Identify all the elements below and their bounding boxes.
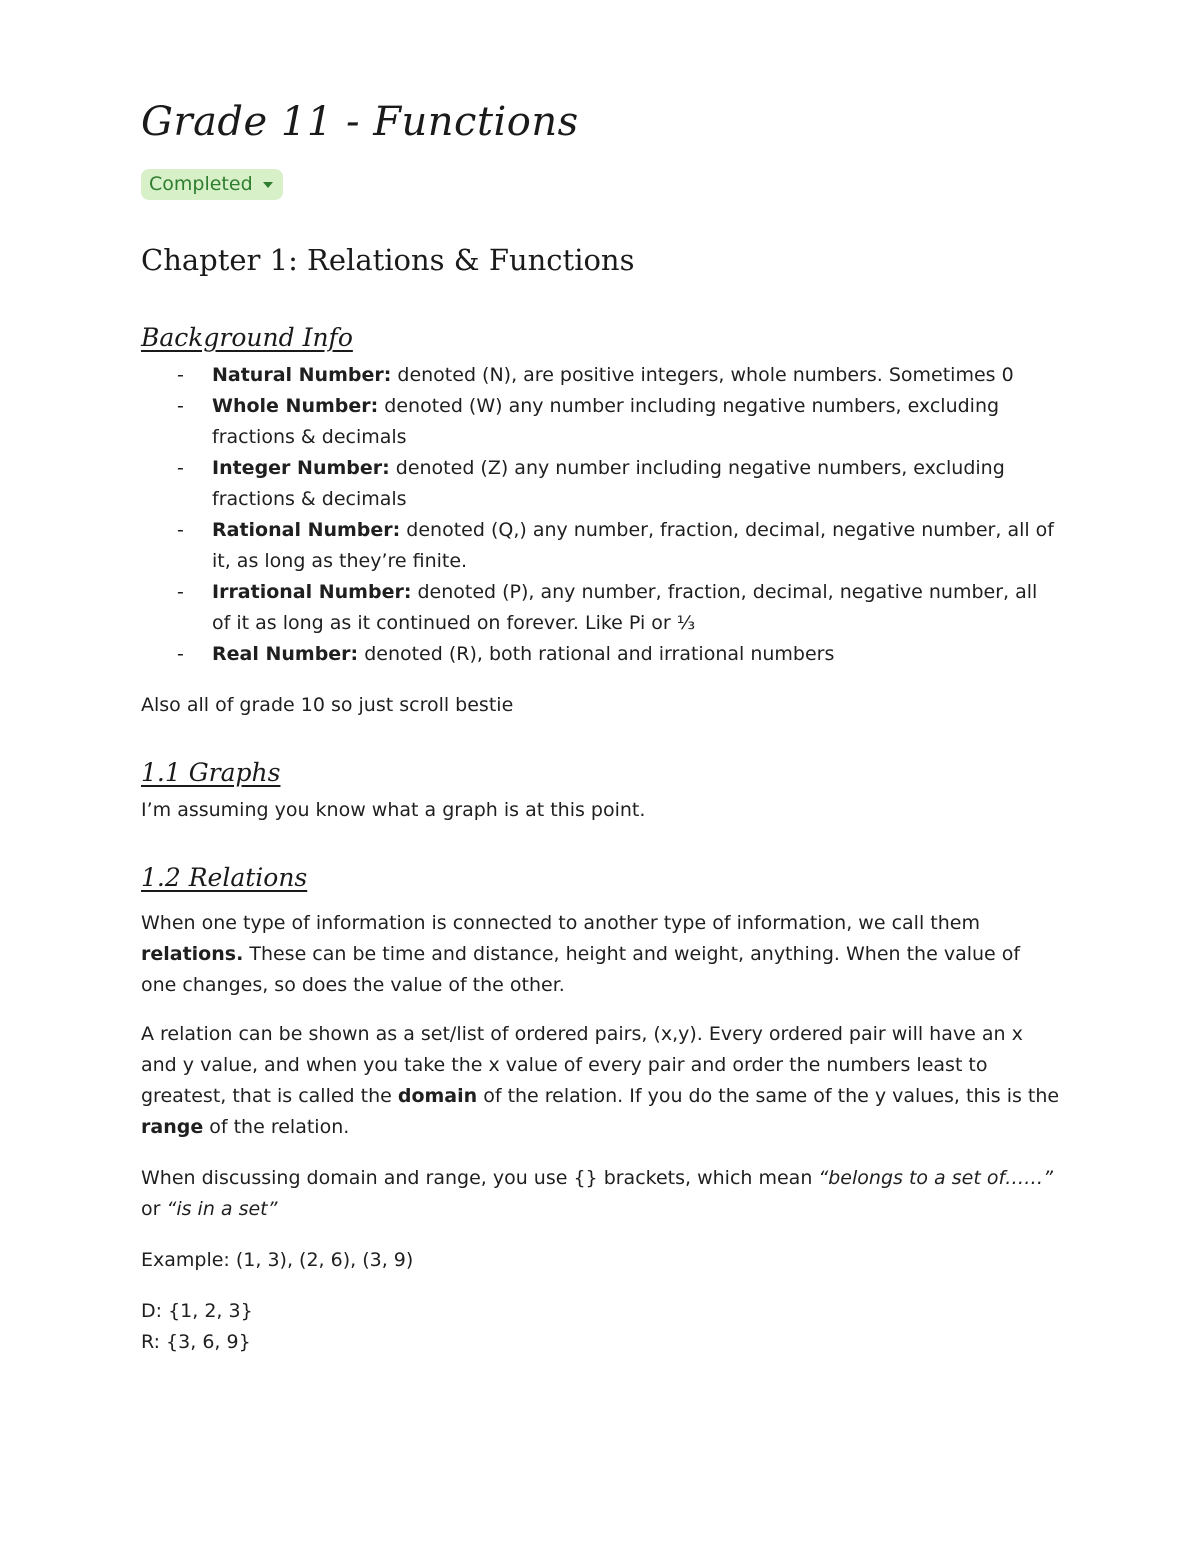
- chevron-down-icon: [263, 182, 273, 188]
- text-run: of the relation. If you do the same of the y values, this is the: [477, 1085, 1060, 1107]
- term: Rational Number:: [212, 519, 401, 541]
- italic-phrase: “belongs to a set of……”: [818, 1167, 1053, 1189]
- definition: denoted (R), both rational and irrational numbers: [358, 643, 835, 665]
- bullet-dash: -: [177, 364, 184, 386]
- example-line: Example: (1, 3), (2, 6), (3, 9): [141, 1249, 414, 1271]
- text-run: A relation can be shown as a set/list of ordered pairs, (x,y). Every ordered pair will have an x and y value, and when you take the x value of every pair and order the numbers least to greatest, that is called the: [141, 1023, 1023, 1107]
- page-title: Grade 11 - Functions: [141, 99, 579, 145]
- italic-phrase: “is in a set”: [166, 1198, 278, 1220]
- bullet-dash: -: [177, 395, 184, 417]
- status-label: Completed: [149, 173, 253, 195]
- text-run: These can be time and distance, height and weight, anything. When the value of one changes, so does the value of the other.: [141, 943, 1021, 996]
- bold-term: relations.: [141, 943, 244, 965]
- background-heading: Background Info: [141, 323, 353, 352]
- list-item: [141, 577, 1061, 639]
- list-item: [141, 515, 1061, 577]
- bullet-dash: -: [177, 643, 184, 665]
- relations-heading: 1.2 Relations: [141, 863, 308, 892]
- definition: denoted (P), any number, fraction, decimal, negative number, all of it as long as it continued on forever. Like Pi or ⅓: [212, 581, 1038, 634]
- domain-line: D: {1, 2, 3}: [141, 1300, 253, 1322]
- definition: denoted (W) any number including negative numbers, excluding fractions & decimals: [212, 395, 1000, 448]
- bullet-dash: -: [177, 457, 184, 479]
- background-note: Also all of grade 10 so just scroll bestie: [141, 694, 514, 716]
- bullet-dash: -: [177, 581, 184, 603]
- brackets-paragraph: [141, 1163, 1061, 1225]
- range-line: R: {3, 6, 9}: [141, 1331, 251, 1353]
- term: Irrational Number:: [212, 581, 412, 603]
- graphs-heading: 1.1 Graphs: [141, 758, 281, 787]
- text-run: When one type of information is connected to another type of information, we call them: [141, 912, 980, 934]
- list-item: [141, 391, 1061, 453]
- list-item: [141, 360, 1061, 391]
- chapter-heading: Chapter 1: Relations & Functions: [141, 243, 635, 277]
- text-run: of the relation.: [203, 1116, 350, 1138]
- domain-range-paragraph: [141, 1019, 1061, 1143]
- bold-term: domain: [397, 1085, 478, 1107]
- text-run: or: [141, 1198, 167, 1220]
- term: Integer Number:: [212, 457, 390, 479]
- term: Whole Number:: [212, 395, 379, 417]
- bullet-dash: -: [177, 519, 184, 541]
- number-types-list: [141, 360, 1061, 670]
- status-dropdown[interactable]: [141, 169, 283, 200]
- term: Natural Number:: [212, 364, 392, 386]
- text-run: When discussing domain and range, you use {} brackets, which mean: [141, 1167, 819, 1189]
- term: Real Number:: [212, 643, 359, 665]
- definition: denoted (Q,) any number, fraction, decimal, negative number, all of it, as long as they’re finite.: [212, 519, 1054, 572]
- list-item: [141, 639, 1061, 670]
- relations-paragraph: [141, 908, 1061, 1001]
- definition: denoted (N), are positive integers, whole numbers. Sometimes 0: [391, 364, 1014, 386]
- bold-term: range: [141, 1116, 204, 1138]
- definition: denoted (Z) any number including negative numbers, excluding fractions & decimals: [212, 457, 1005, 510]
- graphs-text: I’m assuming you know what a graph is at this point.: [141, 799, 646, 821]
- list-item: [141, 453, 1061, 515]
